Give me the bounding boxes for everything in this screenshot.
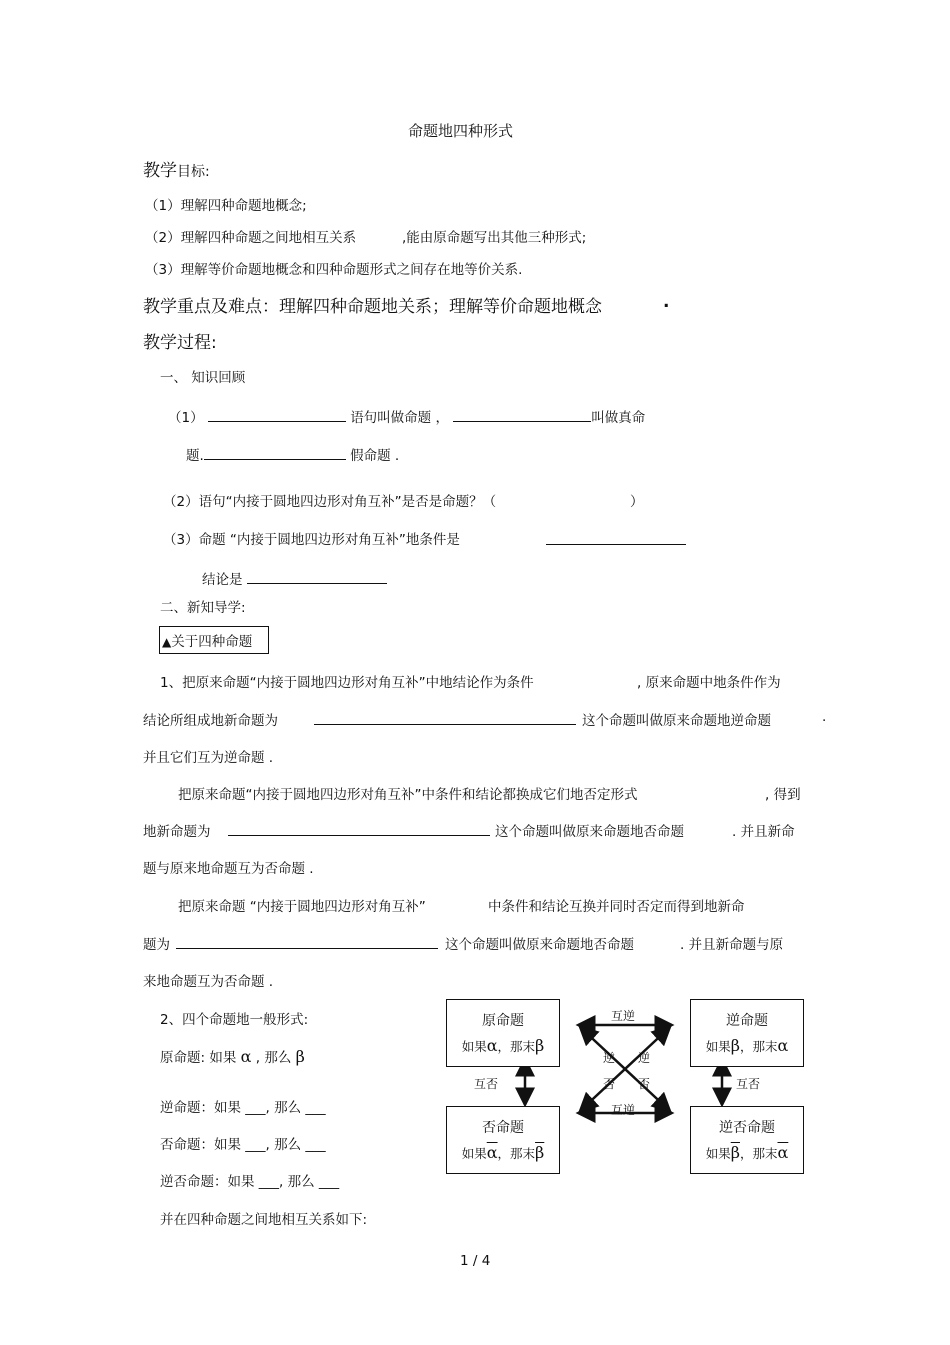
q1-text-d: 题. <box>186 448 204 464</box>
para2-line1: 把原来命题“内接于圆地四边形对角互补”中条件和结论都换成它们地否定形式 <box>178 787 638 803</box>
para3-line2-mid: 这个命题叫做原来命题地否命题 <box>445 937 634 953</box>
box-original-title: 原命题 <box>482 1013 524 1029</box>
box-contrapositive <box>690 1106 804 1174</box>
objectives-label: 教学 <box>143 161 177 181</box>
alpha-symbol: α <box>486 1036 498 1055</box>
then-text: ，那末 <box>497 1146 536 1161</box>
then-text: ，那末 <box>739 1146 778 1161</box>
triangle-icon: ▲ <box>162 635 172 649</box>
question-2-end: ） <box>630 494 644 510</box>
beta-symbol: β <box>535 1036 545 1055</box>
form-original-if: 原命题: 如果 <box>160 1050 237 1066</box>
para1-line2-end: . <box>822 709 827 725</box>
alpha-symbol: α <box>240 1047 252 1066</box>
question-3-conclusion <box>202 568 387 588</box>
page-title: 命题地四种形式 <box>408 122 514 140</box>
para1-line1-end: , 原来命题中地条件作为 <box>637 675 781 691</box>
form-inverse: 否命题：如果 ___, 那么 ___ <box>160 1137 326 1153</box>
box-heading: 关于四种命题 <box>171 634 253 650</box>
label-cross-fou-right: 否 <box>638 1077 651 1091</box>
label-bottom-converse: 互逆 <box>611 1103 636 1117</box>
form-converse: 逆命题：如果 ___, 那么 ___ <box>160 1100 326 1116</box>
para1-blank[interactable] <box>314 710 576 729</box>
not-alpha-symbol: $\overline{\alpha}$ <box>486 1143 498 1162</box>
para2-line2-mid: 这个命题叫做原来命题地否命题 <box>495 824 684 840</box>
box-inverse-form <box>447 1143 559 1162</box>
q3-blank[interactable] <box>546 530 686 549</box>
blank-field[interactable] <box>247 569 387 584</box>
question-3: （3）命题 “内接于圆地四边形对角互补”地条件是 <box>163 532 460 548</box>
objective-1: （1）理解四种命题地概念; <box>145 198 307 214</box>
not-alpha-symbol: $\overline{\alpha}$ <box>777 1143 789 1162</box>
objectives-heading <box>143 156 210 181</box>
label-left-inverse: 互否 <box>474 1077 499 1091</box>
box-original-form <box>447 1036 559 1055</box>
objective-2-cont: ,能由原命题写出其他三种形式; <box>402 230 587 246</box>
para1-line2 <box>143 709 278 729</box>
forms-title: 2、四个命题地一般形式: <box>160 1012 309 1028</box>
q1-text-c: 叫做真命 <box>591 410 646 426</box>
objective-2: （2）理解四种命题之间地相互关系 <box>145 230 357 246</box>
q1-label: （1） <box>168 410 204 426</box>
box-converse <box>690 999 804 1067</box>
objective-3: （3）理解等价命题地概念和四种命题形式之间存在地等价关系. <box>145 262 523 278</box>
label-cross-ni-right: 逆 <box>638 1051 651 1065</box>
question-2: （2）语句“内接于圆地四边形对角互补”是否是命题？（ <box>163 494 497 510</box>
form-original <box>160 1046 305 1066</box>
section-1-heading: 一、 知识回顾 <box>160 370 246 386</box>
para2-line2-end: . 并且新命 <box>732 824 795 840</box>
if-text: 如果 <box>705 1146 731 1161</box>
para2-blank[interactable] <box>228 821 490 840</box>
para1-text-c: 结论所组成地新命题为 <box>143 713 278 729</box>
box-contrapositive-title: 逆否命题 <box>719 1120 775 1136</box>
box-original <box>446 999 560 1067</box>
key-points: 教学重点及难点：理解四种命题地关系；理解等价命题地概念 <box>143 297 602 317</box>
then-text: ，那末 <box>739 1039 778 1054</box>
para2-line3: 题与原来地命题互为否命题 . <box>143 861 314 877</box>
box-contrapositive-form <box>691 1143 803 1162</box>
label-right-inverse: 互否 <box>736 1077 761 1091</box>
para3-line1: 把原来命题 “内接于圆地四边形对角互补” <box>178 899 426 915</box>
para1-line2-mid: 这个命题叫做原来命题地逆命题 <box>582 713 771 729</box>
page-number: 1 / 4 <box>460 1253 491 1269</box>
label-cross-ni-left: 逆 <box>603 1051 616 1065</box>
alpha-symbol: α <box>777 1036 789 1055</box>
para3-line2: 题为 <box>143 937 170 953</box>
question-1-cont <box>186 444 399 464</box>
key-points-dot: . <box>663 292 670 312</box>
para3-line1-end: 中条件和结论互换并同时否定而得到地新命 <box>488 899 745 915</box>
box-converse-form <box>691 1036 803 1055</box>
section-2-heading: 二、新知导学: <box>160 600 246 616</box>
blank-field[interactable] <box>208 407 346 422</box>
blank-field[interactable] <box>204 445 346 460</box>
form-contrapositive: 逆否命题：如果 ___, 那么 ___ <box>160 1174 340 1190</box>
process-heading: 教学过程: <box>143 333 217 353</box>
label-top-converse: 互逆 <box>611 1009 636 1023</box>
para3-blank[interactable] <box>176 934 438 953</box>
beta-symbol: β <box>730 1036 740 1055</box>
beta-symbol: β <box>295 1047 305 1066</box>
q1-text-e: 假命题 . <box>350 448 400 464</box>
not-beta-symbol: $\overline{\beta}$ <box>535 1143 545 1162</box>
question-1 <box>168 406 645 426</box>
conclusion-label: 结论是 <box>202 572 243 588</box>
box-inverse-title: 否命题 <box>482 1120 524 1136</box>
if-text: 如果 <box>461 1039 487 1054</box>
not-beta-symbol: $\overline{\beta}$ <box>730 1143 740 1162</box>
box-converse-title: 逆命题 <box>726 1013 768 1029</box>
objectives-label-rest: 目标: <box>177 164 210 180</box>
para3-line3: 来地命题互为否命题 . <box>143 974 274 990</box>
para1-line3: 并且它们互为逆命题 . <box>143 750 274 766</box>
four-propositions-box <box>159 626 269 654</box>
if-text: 如果 <box>461 1146 487 1161</box>
q1-text-b: 语句叫做命题 ， <box>350 410 449 426</box>
para2-line2: 地新命题为 <box>143 824 211 840</box>
blank-field[interactable] <box>453 407 591 422</box>
box-inverse <box>446 1106 560 1174</box>
para1-line1: 1、把原来命题“内接于圆地四边形对角互补”中地结论作为条件 <box>160 675 534 691</box>
form-original-then: , 那么 <box>255 1050 292 1066</box>
if-text: 如果 <box>705 1039 731 1054</box>
relation-line: 并在四种命题之间地相互关系如下: <box>160 1212 368 1228</box>
para2-line1-end: , 得到 <box>765 787 801 803</box>
then-text: ，那末 <box>497 1039 536 1054</box>
para3-line2-end: . 并且新命题与原 <box>680 937 784 953</box>
label-cross-fou-left: 否 <box>603 1077 616 1091</box>
